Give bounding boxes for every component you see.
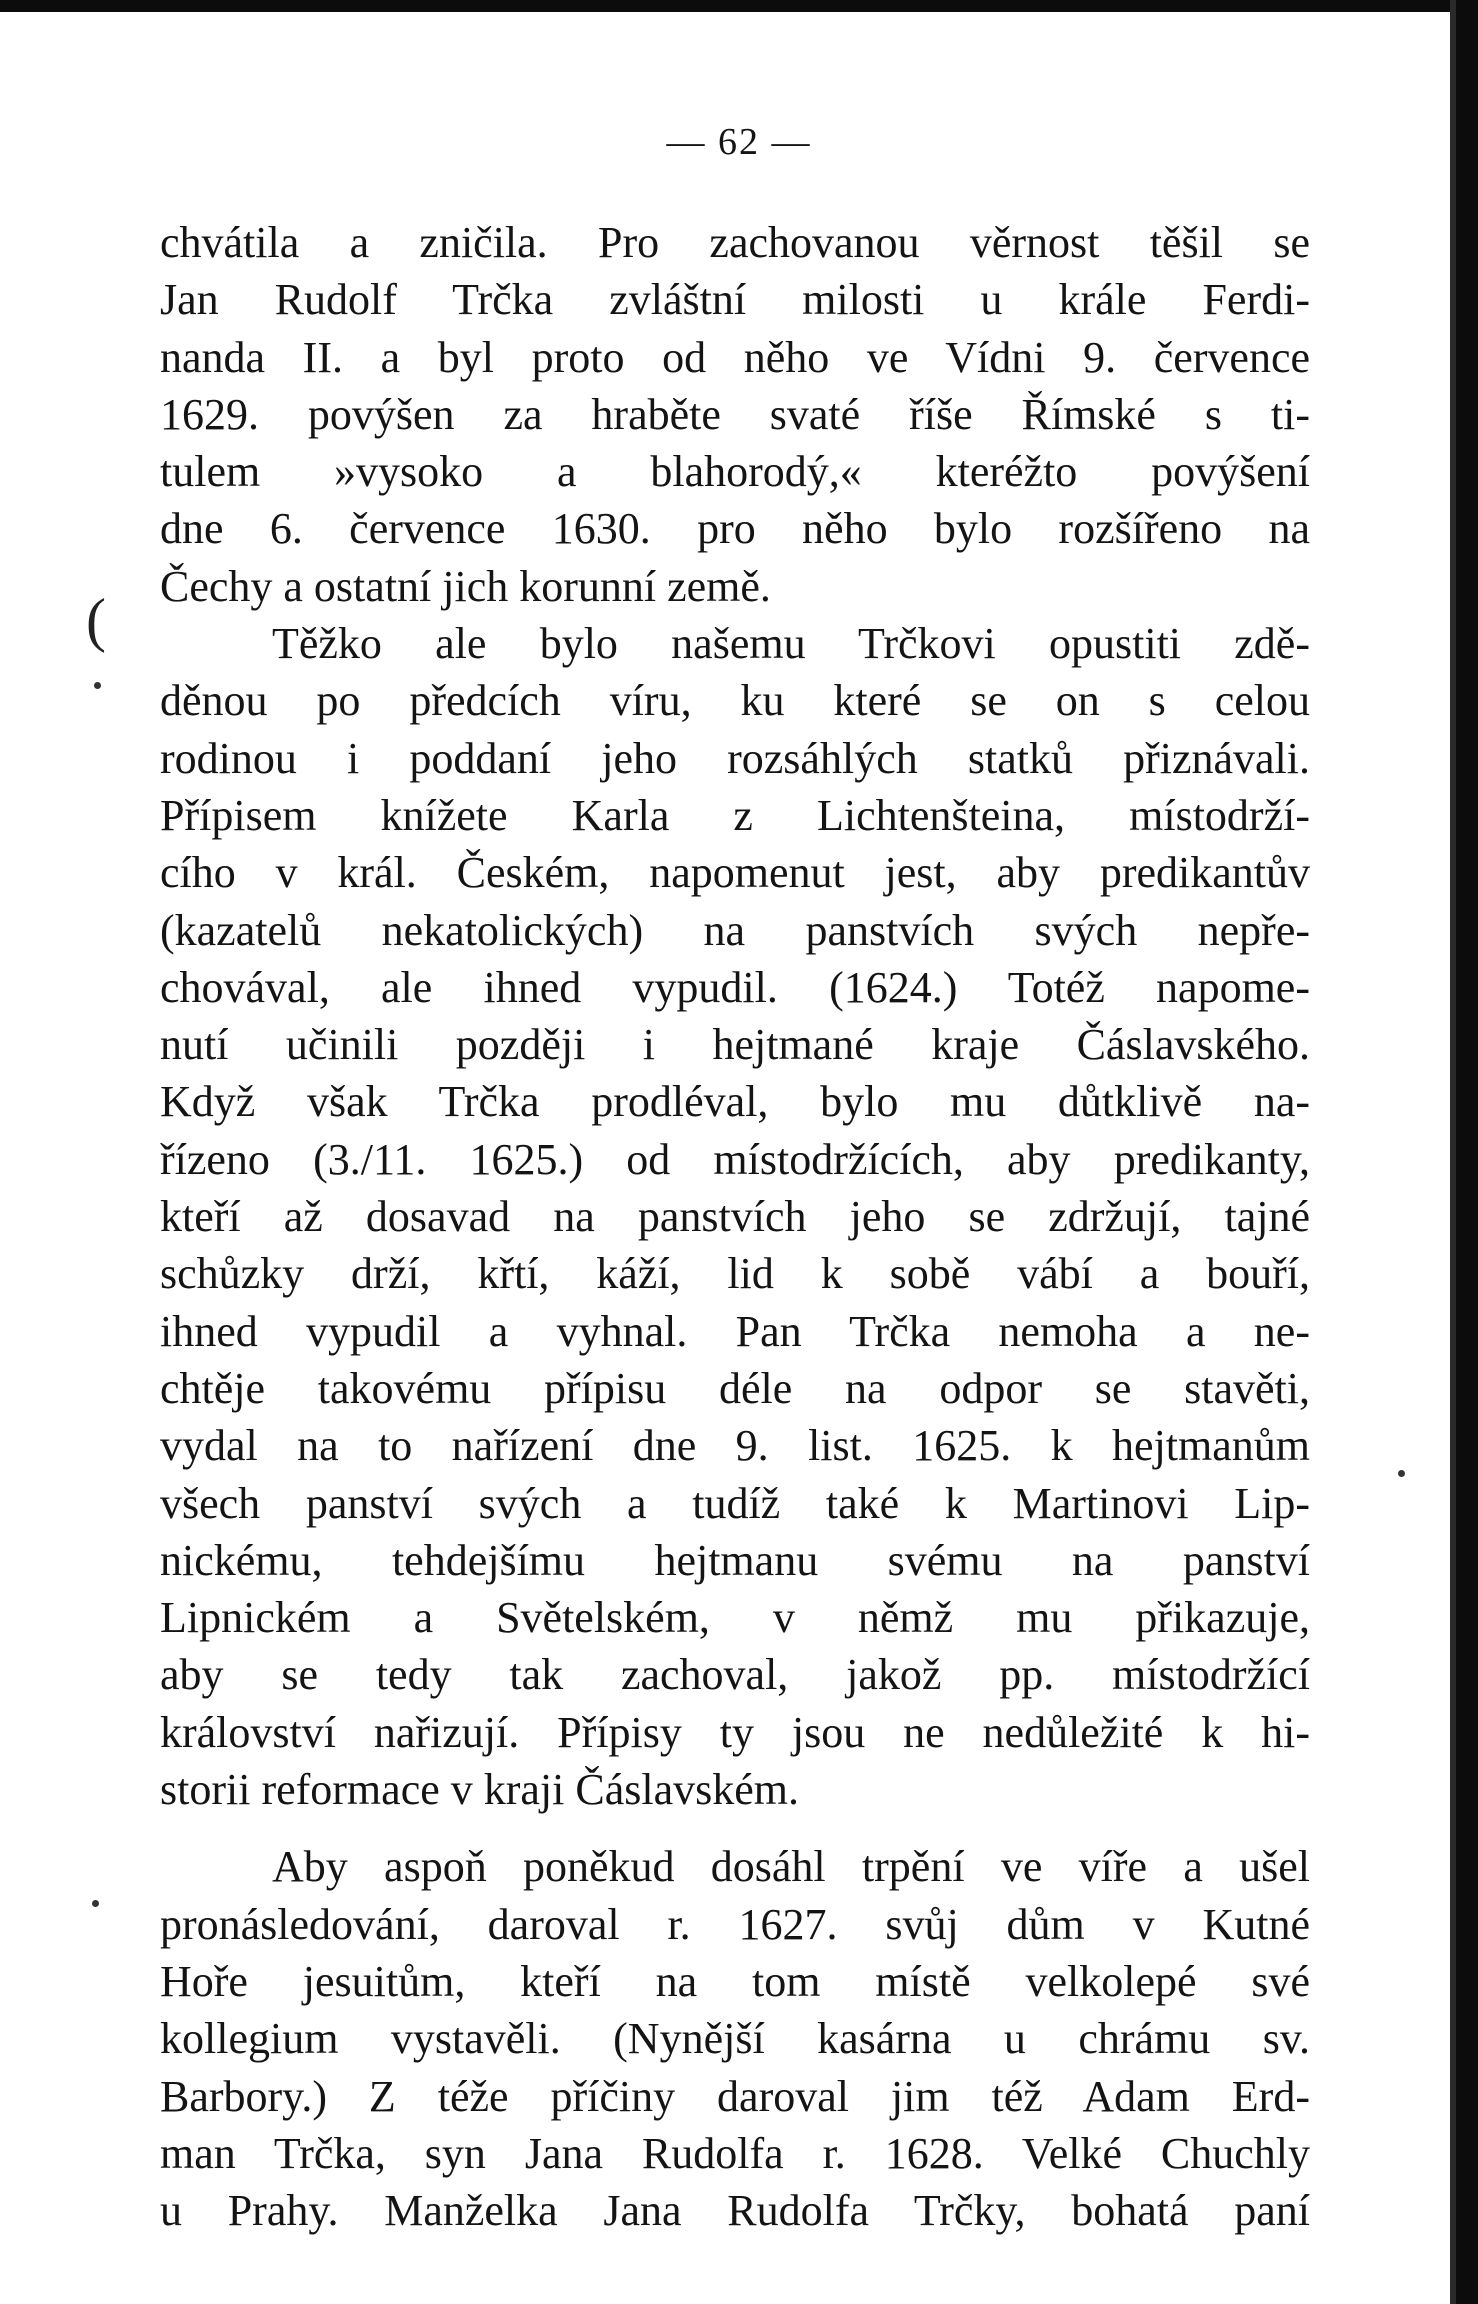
text-line: všech panství svých a tudíž také k Martinovi Lip- xyxy=(160,1478,1310,1528)
text-line: nickému, tehdejšímu hejtmanu svému na panství xyxy=(160,1535,1310,1585)
text-line: děnou po předcích víru, ku které se on s celou xyxy=(160,676,1310,726)
text-line: kteří až dosavad na panstvích jeho se zdržují, tajné xyxy=(160,1192,1310,1242)
scan-top-border xyxy=(0,0,1478,12)
text-line: Přípisem knížete Karla z Lichtenšteina, místodrží- xyxy=(160,790,1310,840)
text-line: Lipnickém a Světelském, v němž mu přikazuje, xyxy=(160,1593,1310,1643)
text-line: Jan Rudolf Trčka zvláštní milosti u krále Ferdi- xyxy=(160,275,1310,325)
text-line: království nařizují. Přípisy ty jsou ne nedůležité k hi- xyxy=(160,1707,1310,1757)
text-line: u Prahy. Manželka Jana Rudolfa Trčky, bohatá paní xyxy=(160,2186,1310,2236)
text-line: pronásledování, daroval r. 1627. svůj dům v Kutné xyxy=(160,1899,1310,1949)
text-line: tulem »vysoko a blahorodý,« kteréžto povýšení xyxy=(160,447,1310,497)
text-line: chovával, ale ihned vypudil. (1624.) Totéž napome- xyxy=(160,962,1310,1012)
text-line: (kazatelů nekatolických) na panstvích svých nepře- xyxy=(160,905,1310,955)
text-line: aby se tedy tak zachoval, jakož pp. místodržící xyxy=(160,1650,1310,1700)
text-line: cího v král. Českém, napomenut jest, aby predikantův xyxy=(160,848,1310,898)
text-line: man Trčka, syn Jana Rudolfa r. 1628. Velké Chuchly xyxy=(160,2128,1310,2178)
margin-dot-mark xyxy=(1398,1470,1405,1477)
text-line: nanda II. a byl proto od něho ve Vídni 9. července xyxy=(160,332,1310,382)
text-line: rodinou i poddaní jeho rozsáhlých statků přiznávali. xyxy=(160,733,1310,783)
text-line: kollegium vystavěli. (Nynější kasárna u chrámu sv. xyxy=(160,2014,1310,2064)
text-line: Barbory.) Z téže příčiny daroval jim též Adam Erd- xyxy=(160,2071,1310,2121)
text-line: Aby aspoň poněkud dosáhl trpění ve víře a ušel xyxy=(272,1842,1310,1892)
text-line: 1629. povýšen za hraběte svaté říše Římské s ti- xyxy=(160,389,1310,439)
text-line: Hoře jesuitům, kteří na tom místě velkolepé své xyxy=(160,1956,1310,2006)
margin-bracket-mark: ( xyxy=(86,587,106,653)
text-line: Těžko ale bylo našemu Trčkovi opustiti zdě- xyxy=(272,619,1310,669)
text-line: Čechy a ostatní jich korunní země. xyxy=(160,561,771,611)
text-line: chvátila a zničila. Pro zachovanou věrnost těšil se xyxy=(160,218,1310,267)
text-line: dne 6. července 1630. pro něho bylo rozšířeno na xyxy=(160,504,1310,554)
text-line: schůzky drží, křtí, káží, lid k sobě vábí a bouří, xyxy=(160,1249,1310,1299)
text-line: Když však Trčka prodléval, bylo mu důtklivě na- xyxy=(160,1077,1310,1127)
text-line: řízeno (3./11. 1625.) od místodržících, aby predikanty, xyxy=(160,1134,1310,1184)
text-line: nutí učinili později i hejtmané kraje Čáslavského. xyxy=(160,1020,1310,1070)
paragraph-gap xyxy=(160,1818,1310,1838)
text-line: chtěje takovému přípisu déle na odpor se stavěti, xyxy=(160,1363,1310,1413)
body-text xyxy=(160,214,1310,2239)
text-line: storii reformace v kraji Čáslavském. xyxy=(160,1765,800,1815)
margin-dot-mark xyxy=(92,1900,99,1907)
text-line: vydal na to nařízení dne 9. list. 1625. k hejtmanům xyxy=(160,1421,1310,1471)
text-line: ihned vypudil a vyhnal. Pan Trčka nemoha a ne- xyxy=(160,1306,1310,1356)
page-number: — 62 — xyxy=(666,121,812,163)
margin-dot-mark xyxy=(94,682,101,689)
scan-right-border xyxy=(1456,0,1478,2304)
